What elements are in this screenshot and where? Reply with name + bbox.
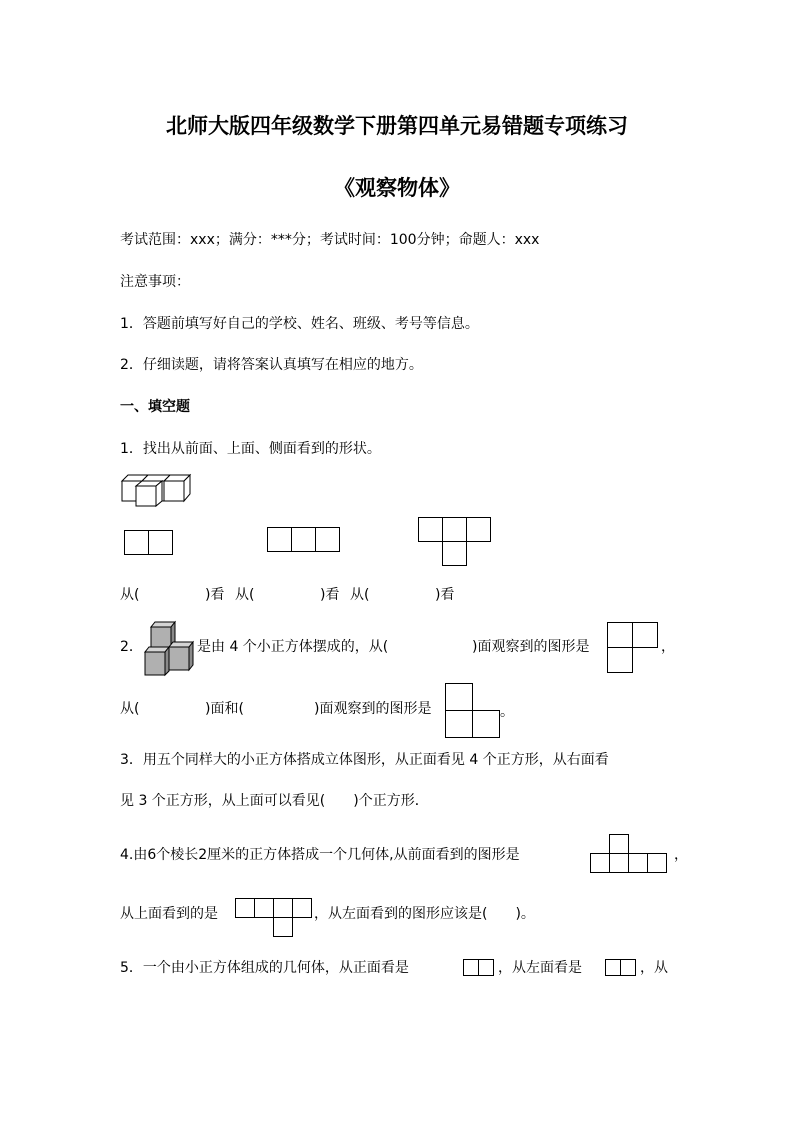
q1-view-front — [124, 530, 174, 556]
q2-line2-c: )面观察到的图形是 — [314, 701, 432, 717]
q5-view-left — [605, 959, 637, 977]
q2-line2-d: 。 — [500, 704, 514, 720]
page-subtitle: 《观察物体》 — [334, 176, 460, 200]
q1-blank-1-prefix: 从( — [120, 587, 140, 603]
q2-line1-b: )面观察到的图形是 — [472, 639, 590, 655]
q1-blank-2-prefix: 从( — [235, 587, 255, 603]
notes-heading: 注意事项： — [120, 274, 190, 290]
q4-line1-a: 4.由6个棱长2厘米的正方体搭成一个几何体,从前面看到的图形是 — [120, 847, 520, 863]
q5-line1-b: ，从左面看是 — [498, 960, 582, 976]
q2-view-a — [607, 622, 659, 674]
q5-line1-c: ，从 — [640, 960, 668, 976]
q1-blank-3-prefix: 从( — [350, 587, 370, 603]
q1-blank-2-suffix: )看 — [320, 587, 340, 603]
q4-line1-b: ， — [674, 847, 688, 863]
note-item-1: 1．答题前填写好自己的学校、姓名、班级、考号等信息。 — [120, 316, 479, 332]
q2-line1-a: 是由 4 个小正方体摆成的，从( — [197, 639, 389, 655]
q5-view-front — [463, 959, 495, 977]
q1-cube-figure — [120, 474, 200, 508]
q1-blank-1-suffix: )看 — [205, 587, 225, 603]
q2-line1-c: ， — [661, 639, 675, 655]
q4-view-front — [590, 834, 668, 876]
q2-line2-b: )面和( — [205, 701, 244, 717]
q1-blank-3-suffix: )看 — [435, 587, 455, 603]
q2-number: 2． — [120, 639, 143, 655]
q2-line2-a: 从( — [120, 701, 140, 717]
q4-line2-a: 从上面看到的是 — [120, 906, 218, 922]
q1-text: 1．找出从前面、上面、侧面看到的形状。 — [120, 441, 381, 457]
section-heading: 一、填空题 — [120, 399, 190, 415]
q1-view-top — [267, 527, 341, 553]
q2-view-b — [445, 683, 501, 739]
exam-info: 考试范围：xxx；满分：***分；考试时间：100分钟；命题人：xxx — [120, 232, 540, 248]
q2-cube-figure — [143, 621, 195, 677]
q4-view-top — [235, 898, 313, 940]
q1-view-side — [418, 517, 492, 567]
q3-line1: 3．用五个同样大的小正方体搭成立体图形，从正面看见 4 个正方形，从右面看 — [120, 752, 609, 768]
q5-line1-a: 5．一个由小正方体组成的几何体，从正面看是 — [120, 960, 409, 976]
note-item-2: 2．仔细读题，请将答案认真填写在相应的地方。 — [120, 357, 423, 373]
q4-line2-b: ，从左面看到的图形应该是( )。 — [314, 906, 535, 922]
page-title: 北师大版四年级数学下册第四单元易错题专项练习 — [166, 114, 628, 138]
q3-line2: 见 3 个正方形，从上面可以看见( )个正方形． — [120, 793, 429, 809]
